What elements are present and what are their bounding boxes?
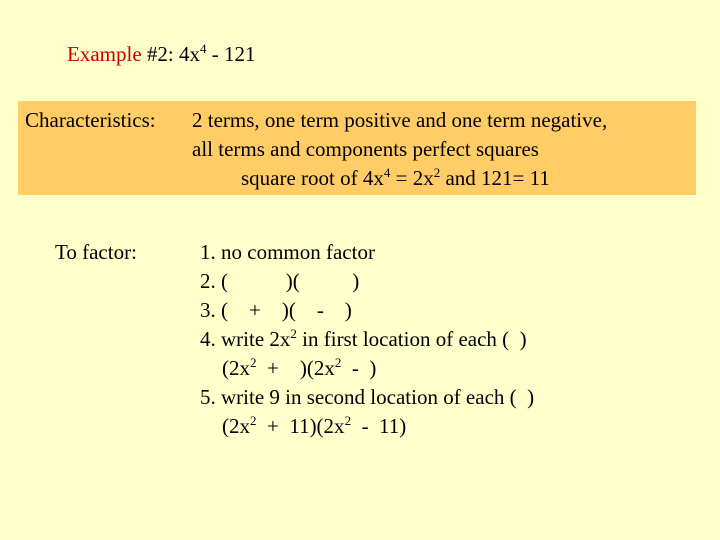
page-title (67, 42, 255, 67)
step4-b: in first location of each ( ) (296, 327, 527, 351)
step5-sub-exp2: 2 (344, 413, 352, 428)
char-line3-exp1: 4 (383, 165, 391, 180)
char-line3-exp2: 2 (433, 165, 441, 180)
step4-sub-exp2: 2 (334, 355, 342, 370)
step5-sub-a: (2x (222, 414, 250, 438)
step4-sub-a: (2x (222, 356, 250, 380)
char-line3-b: = 2x (390, 166, 434, 190)
char-line3-c: and 121= 11 (440, 166, 550, 190)
step4-sub-c: - ) (341, 356, 377, 380)
step-5-result (222, 414, 406, 439)
step4-sub-exp1: 2 (250, 355, 257, 370)
step4-exp: 2 (290, 326, 297, 341)
to-factor-heading: To factor: (55, 240, 137, 264)
step-5: 5. write 9 in second location of each ( ) (200, 385, 535, 409)
title-exponent: 4 (199, 41, 207, 56)
characteristics-heading: Characteristics: (25, 108, 156, 132)
step-4 (200, 327, 527, 352)
step-4-result (222, 356, 376, 381)
step4-sub-b: + )(2x (256, 356, 335, 380)
characteristics-line-2: all terms and components perfect squares (192, 137, 539, 161)
title-rest: - 121 (206, 42, 256, 66)
step5-sub-b: + 11)(2x (256, 414, 345, 438)
step-2: 2. ( )( ) (200, 269, 360, 293)
title-number: #2: 4x (141, 42, 200, 66)
char-line3-a: square root of 4x (241, 166, 384, 190)
step4-a: 4. write 2x (200, 327, 291, 351)
step-3: 3. ( + )( - ) (200, 298, 352, 322)
characteristics-line-1: 2 terms, one term positive and one term negative, (192, 108, 608, 132)
step-1: 1. no common factor (200, 240, 375, 264)
step5-sub-exp1: 2 (250, 413, 257, 428)
characteristics-line-3 (241, 166, 550, 191)
step5-sub-c: - 11) (351, 414, 407, 438)
title-label: Example (67, 42, 142, 66)
